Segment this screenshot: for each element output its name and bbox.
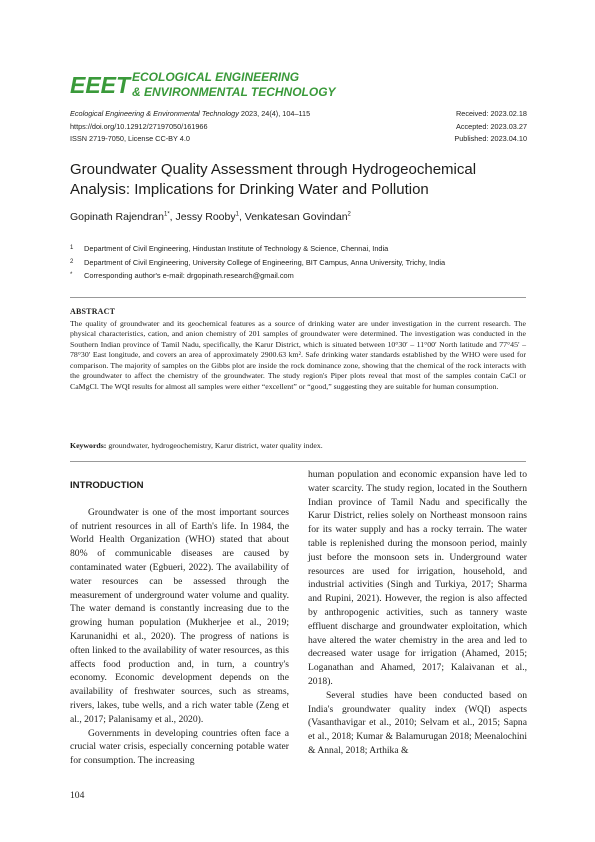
right-column (308, 468, 527, 758)
abstract-text: The quality of groundwater and its geochemical features as a source of drinking water are under investigation in the current research. The physical characteristics, cation, and anion chemistry of 201 samples of groundwater were determined. The investigation was conducted in the Southern Indian province of Tamil Nadu, specifically, the Karur District, which is situated between 10°30′ – 11°00′ North latitude and 77°45′ – 78°30′ East longitude, and covers an area of approximately 2900.63 km². Safe drinking water standards established by the WHO were used for comparison. The majority of samples on the Gibbs plot are inside the rock dominance zone, showing that the chemical of the rock interacts with the groundwater to affect the chemistry of the groundwater. The study region's Piper plots reveal that most of the samples contain CaCl or CaMgCl. The WQI results for almost all samples were either “excellent” or “good,” suggesting they are suitable for human consumption. (70, 318, 526, 391)
paragraph: human population and economic expansion have led to water scarcity. The study region, located in the Southern Indian province of Tamil Nadu and specifically the Karur District, relies solely on Northeast monsoon rains for its water supply and has a rocky terrain. The water table is replenished during the monsoon period, mainly just before the monsoon sets in. Underground water resources are used for irrigation, household, and industrial activities (Singh and Turkiya, 2017; Sharma and Rupini, 2021). However, the region is also affected by anthropogenic activities, such as tannery waste effluent discharge and groundwater exploitation, which have altered the water chemistry in the area and led to decreased water usage for irrigation (Ahamed, 2015; Loganathan and Ahamed, 2017; Kalaivanan et al., 2018). (308, 469, 527, 687)
affiliation-item (70, 269, 540, 283)
keywords-text: groundwater, hydrogeochemistry, Karur district, water quality index. (106, 441, 323, 450)
divider (70, 461, 526, 462)
author-name: Venkatesan Govindan (244, 211, 348, 223)
keywords-label: Keywords: (70, 441, 107, 450)
paper-title: Groundwater Quality Assessment through Hydrogeochemical Analysis: Implications for Drinking Water and Pollution (70, 161, 477, 198)
affiliation-text: Department of Civil Engineering, Hindustan Institute of Technology & Science, Chennai, India (84, 244, 389, 253)
author-sup: 1 (235, 211, 239, 218)
divider (70, 297, 526, 298)
affiliation-item (70, 242, 540, 256)
received-date: Received: 2023.02.18 (456, 109, 527, 118)
affiliation-text: Department of Civil Engineering, University College of Engineering, BIT Campus, Anna University, Trichy, India (84, 257, 446, 267)
dates-block (367, 108, 527, 146)
doi-link[interactable]: https://doi.org/10.12912/27197050/161966 (70, 121, 208, 131)
paragraph: Several studies have been conducted based on India's groundwater quality index (WQI) aspects (Vasanthavigar et al., 2010; Selvam et al., 2015; Sapna et al., 2018; Kumar & Balamurugan 2018; Meenalochini & Annal, 2018; Arthika & (308, 689, 527, 756)
author-name: Gopinath Rajendran (70, 211, 164, 223)
affiliation-mark: 1 (70, 245, 74, 251)
affiliations (70, 242, 540, 283)
author-name: Jessy Rooby (175, 211, 236, 223)
keywords (70, 441, 526, 450)
affiliation-item (70, 256, 540, 270)
published-date: Published: 2023.04.10 (454, 134, 527, 143)
section-heading: INTRODUCTION (70, 480, 144, 491)
author-list: Gopinath Rajendran$^{1*}$, Jessy Rooby$^1$, Venkatesan Govindan$^2$ (70, 211, 351, 223)
corresponding-email: Corresponding author's e-mail: drgopinath.research@gmail.com (84, 271, 294, 280)
abstract (70, 307, 526, 392)
logo-text: EEET (70, 72, 131, 98)
eeet-logo (70, 72, 131, 98)
author-sup: 1* (163, 211, 170, 218)
accepted-date: Accepted: 2023.03.27 (456, 121, 527, 131)
journal-name-line2: & ENVIRONMENTAL TECHNOLOGY (132, 85, 336, 99)
abstract-heading: ABSTRACT (70, 307, 116, 316)
left-column (70, 479, 289, 768)
journal-name (132, 70, 336, 100)
affiliation-mark: * (70, 272, 73, 278)
journal-title-italic: Ecological Engineering & Environmental Technology (70, 109, 239, 118)
issn-license: ISSN 2719-7050, License CC-BY 4.0 (70, 134, 190, 143)
paragraph: Groundwater is one of the most important sources of nutrient resources in all of Earth's life. In 1984, the World Health Organization (WHO) stated that about 80% of communicable diseases are caused by contaminated water (Egbueri, 2022). The availability of water resources can be assessed through the measurement of underground water volume and quality. The water demand is constantly increasing due to the growing human population (Mukherjee et al., 2019; Karunanidhi et al., 2020). The progress of nations is often linked to the availability of water resources, as this affects food production and, in turn, a country's economy. Economic development depends on the availability of freshwater sources, such as streams, rivers, lakes, tube wells, and a rich water table (Zeng et al., 2017; Palanisamy et al., 2020). (70, 506, 289, 725)
journal-name-line1: ECOLOGICAL ENGINEERING (132, 70, 300, 84)
author-sup: 2 (347, 211, 351, 218)
affiliation-mark: 2 (70, 258, 74, 265)
paragraph: Governments in developing countries often face a crucial water crisis, especially concerning potable water for consumption. The increasing (70, 727, 289, 767)
citation-details: 2023, 24(4), 104–115 (238, 109, 311, 118)
page-number: 104 (70, 790, 85, 801)
